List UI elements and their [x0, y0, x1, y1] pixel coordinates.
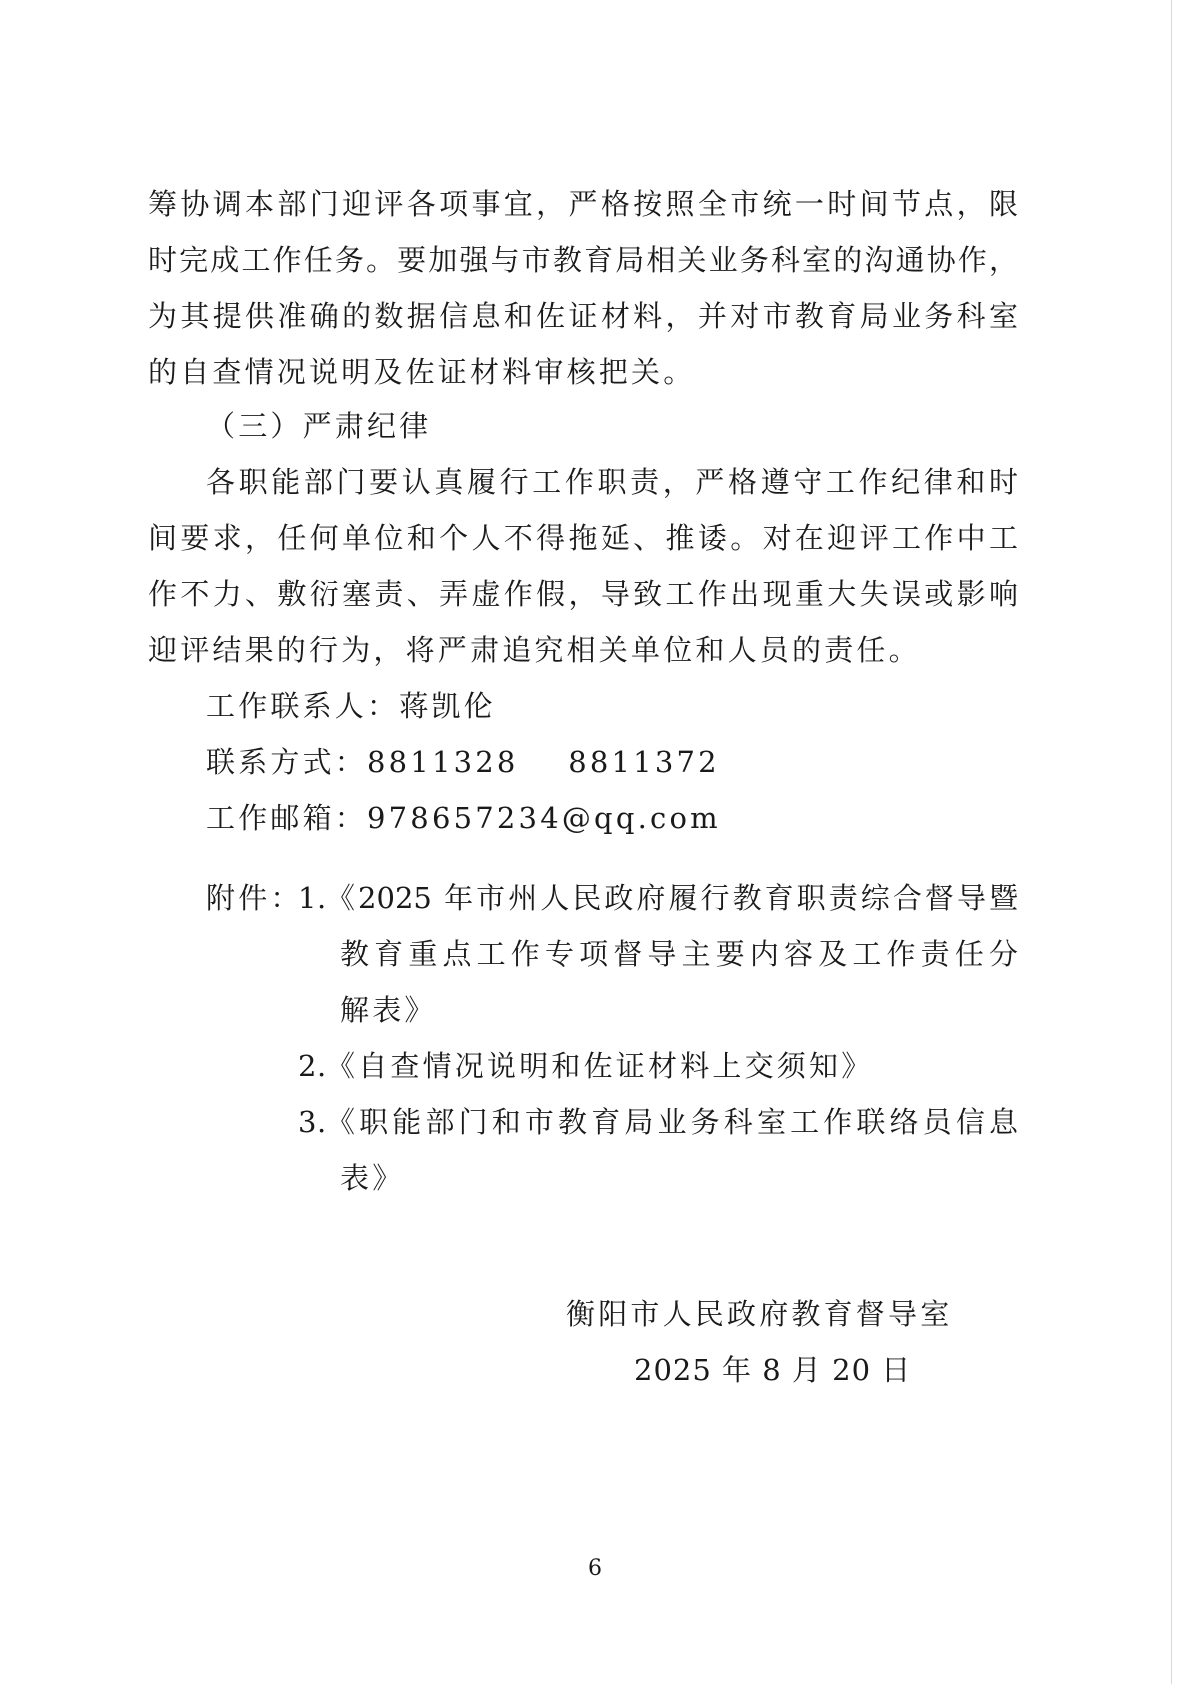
signature-organization: 衡阳市人民政府教育督导室 — [566, 1297, 953, 1331]
paragraph-line: 各职能部门要认真履行工作职责，严格遵守工作纪律和时 — [206, 465, 1018, 499]
contact-person: 工作联系人：蒋凯伦 — [206, 689, 496, 723]
attachment-number: 3. — [298, 1105, 327, 1139]
signature-date: 2025 年 8 月 20 日 — [634, 1353, 912, 1387]
paragraph-line: 筹协调本部门迎评各项事宜，严格按照全市统一时间节点，限 — [148, 187, 1018, 221]
attachment-title-line: 解表》 — [340, 993, 437, 1027]
paragraph-line: 作不力、敷衍塞责、弄虚作假，导致工作出现重大失误或影响 — [148, 577, 1018, 611]
attachment-title-line: 表》 — [340, 1161, 405, 1195]
page-number: 6 — [588, 1556, 602, 1581]
contact-email: 工作邮箱：978657234@qq.com — [206, 801, 721, 835]
paragraph-line: 间要求，任何单位和个人不得拖延、推诿。对在迎评工作中工 — [148, 521, 1018, 555]
section-heading: （三）严肃纪律 — [206, 409, 432, 443]
attachment-number: 2. — [298, 1049, 327, 1083]
attachment-title-line: 教育重点工作专项督导主要内容及工作责任分 — [340, 937, 1018, 971]
attachment-title-line: 《2025 年市州人民政府履行教育职责综合督导暨 — [326, 881, 1018, 915]
attachment-title-line: 《职能部门和市教育局业务科室工作联络员信息 — [326, 1105, 1018, 1139]
paragraph-line: 迎评结果的行为，将严肃追究相关单位和人员的责任。 — [148, 633, 921, 667]
scan-edge — [1171, 0, 1172, 1684]
contact-phone: 联系方式：8811328 8811372 — [206, 745, 720, 779]
paragraph-line: 时完成工作任务。要加强与市教育局相关业务科室的沟通协作， — [148, 243, 1018, 277]
attachments-label: 附件： — [206, 881, 303, 915]
attachment-title-line: 《自查情况说明和佐证材料上交须知》 — [326, 1049, 874, 1083]
paragraph-line: 为其提供准确的数据信息和佐证材料，并对市教育局业务科室 — [148, 299, 1018, 333]
paragraph-line: 的自查情况说明及佐证材料审核把关。 — [148, 355, 696, 389]
attachment-number: 1. — [298, 881, 327, 915]
